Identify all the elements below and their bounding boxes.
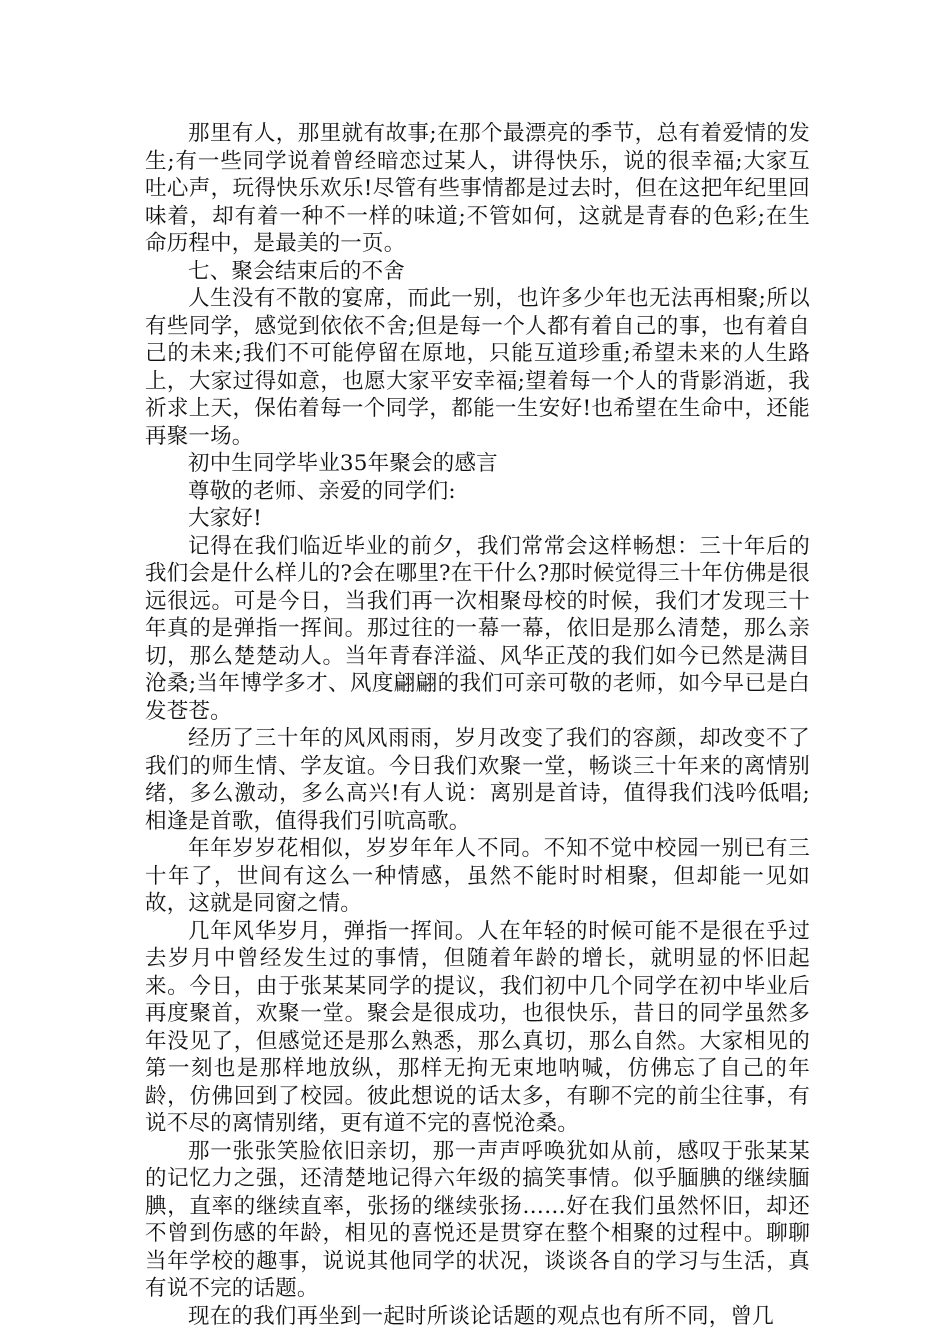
paragraph-farewell: 人生没有不散的宴席，而此一别，也许多少年也无法再相聚;所以有些同学，感觉到依依不舍;但是每一个人都有着自己的事，也有着自己的未来;我们不可能停留在原地，只能互道珍重;希望未来的人生路上，大家过得如意，也愿大家平安幸福;望着每一个人的背影消逝，我祈求上天，保佑着每一个同学，都能一生安好!也希望在生命中，还能再聚一场。 bbox=[145, 286, 810, 449]
salutation: 尊敬的老师、亲爱的同学们: bbox=[188, 478, 456, 504]
article-title: 初中生同学毕业35年聚会的感言 bbox=[188, 451, 498, 476]
paragraph-classmate-bond: 年年岁岁花相似，岁岁年年人不同。不知不觉中校园一别已有三十年了，世间有这么一种情感，虽然不能时时相聚，但却能一见如故，这就是同窗之情。 bbox=[145, 836, 810, 916]
paragraph-youth-stories: 那里有人，那里就有故事;在那个最漂亮的季节，总有着爱情的发生;有一些同学说着曾经暗恋过某人，讲得快乐，说的很幸福;大家互吐心声，玩得快乐欢乐!尽管有些事情都是过去时，但在这把年纪里回味着，却有着一种不一样的味道;不管如何，这就是青春的色彩;在生命历程中，是最美的一页。 bbox=[145, 121, 810, 256]
document-page bbox=[145, 120, 810, 1330]
paragraph-memories: 记得在我们临近毕业的前夕，我们常常会这样畅想：三十年后的我们会是什么样儿的?会在哪里?在干什么?那时候觉得三十年仿佛是很远很远。可是今日，当我们再一次相聚母校的时候，我们才发现三十年真的是弹指一挥间。那过往的一幕一幕，依旧是那么清楚，那么亲切，那么楚楚动人。当年青春洋溢、风华正茂的我们如今已然是满目沧桑;当年博学多才、风度翩翩的我们可亲可敬的老师，如今早已是白发苍苍。 bbox=[145, 533, 810, 724]
paragraph-current-topics: 现在的我们再坐到一起时所谈论话题的观点也有所不同，曾几 bbox=[188, 1303, 774, 1329]
paragraph-thirty-years: 经历了三十年的风风雨雨，岁月改变了我们的容颜，却改变不了我们的师生情、学友谊。今日我们欢聚一堂，畅谈三十年来的离情别绪，多么激动，多么高兴!有人说：离别是首诗，值得我们浅吟低唱;相逢是首歌，值得我们引吭高歌。 bbox=[145, 726, 810, 834]
greeting: 大家好! bbox=[188, 506, 262, 531]
paragraph-reunion: 几年风华岁月，弹指一挥间。人在年轻的时候可能不是很在乎过去岁月中曾经发生过的事情，但随着年龄的增长，就明显的怀旧起来。今日，由于张某某同学的提议，我们初中几个同学在初中毕业后再度聚首，欢聚一堂。聚会是很成功，也很快乐，昔日的同学虽然多年没见了，但感觉还是那么熟悉，那么真切，那么自然。大家相见的第一刻也是那样地放纵，那样无拘无束地呐喊，仿佛忘了自己的年龄，仿佛回到了校园。彼此想说的话太多，有聊不完的前尘往事，有说不尽的离情别绪，更有道不完的喜悦沧桑。 bbox=[145, 918, 810, 1136]
paragraph-smiling-faces: 那一张张笑脸依旧亲切，那一声声呼唤犹如从前，感叹于张某某的记忆力之强，还清楚地记得六年级的搞笑事情。似乎腼腆的继续腼腆，直率的继续直率，张扬的继续张扬……好在我们虽然怀旧，却还不曾到伤感的年龄，相见的喜悦还是贯穿在整个相聚的过程中。聊聊当年学校的趣事，说说其他同学的状况，谈谈各自的学习与生活，真有说不完的话题。 bbox=[145, 1138, 810, 1301]
section-heading-farewell: 七、聚会结束后的不舍 bbox=[188, 258, 406, 284]
